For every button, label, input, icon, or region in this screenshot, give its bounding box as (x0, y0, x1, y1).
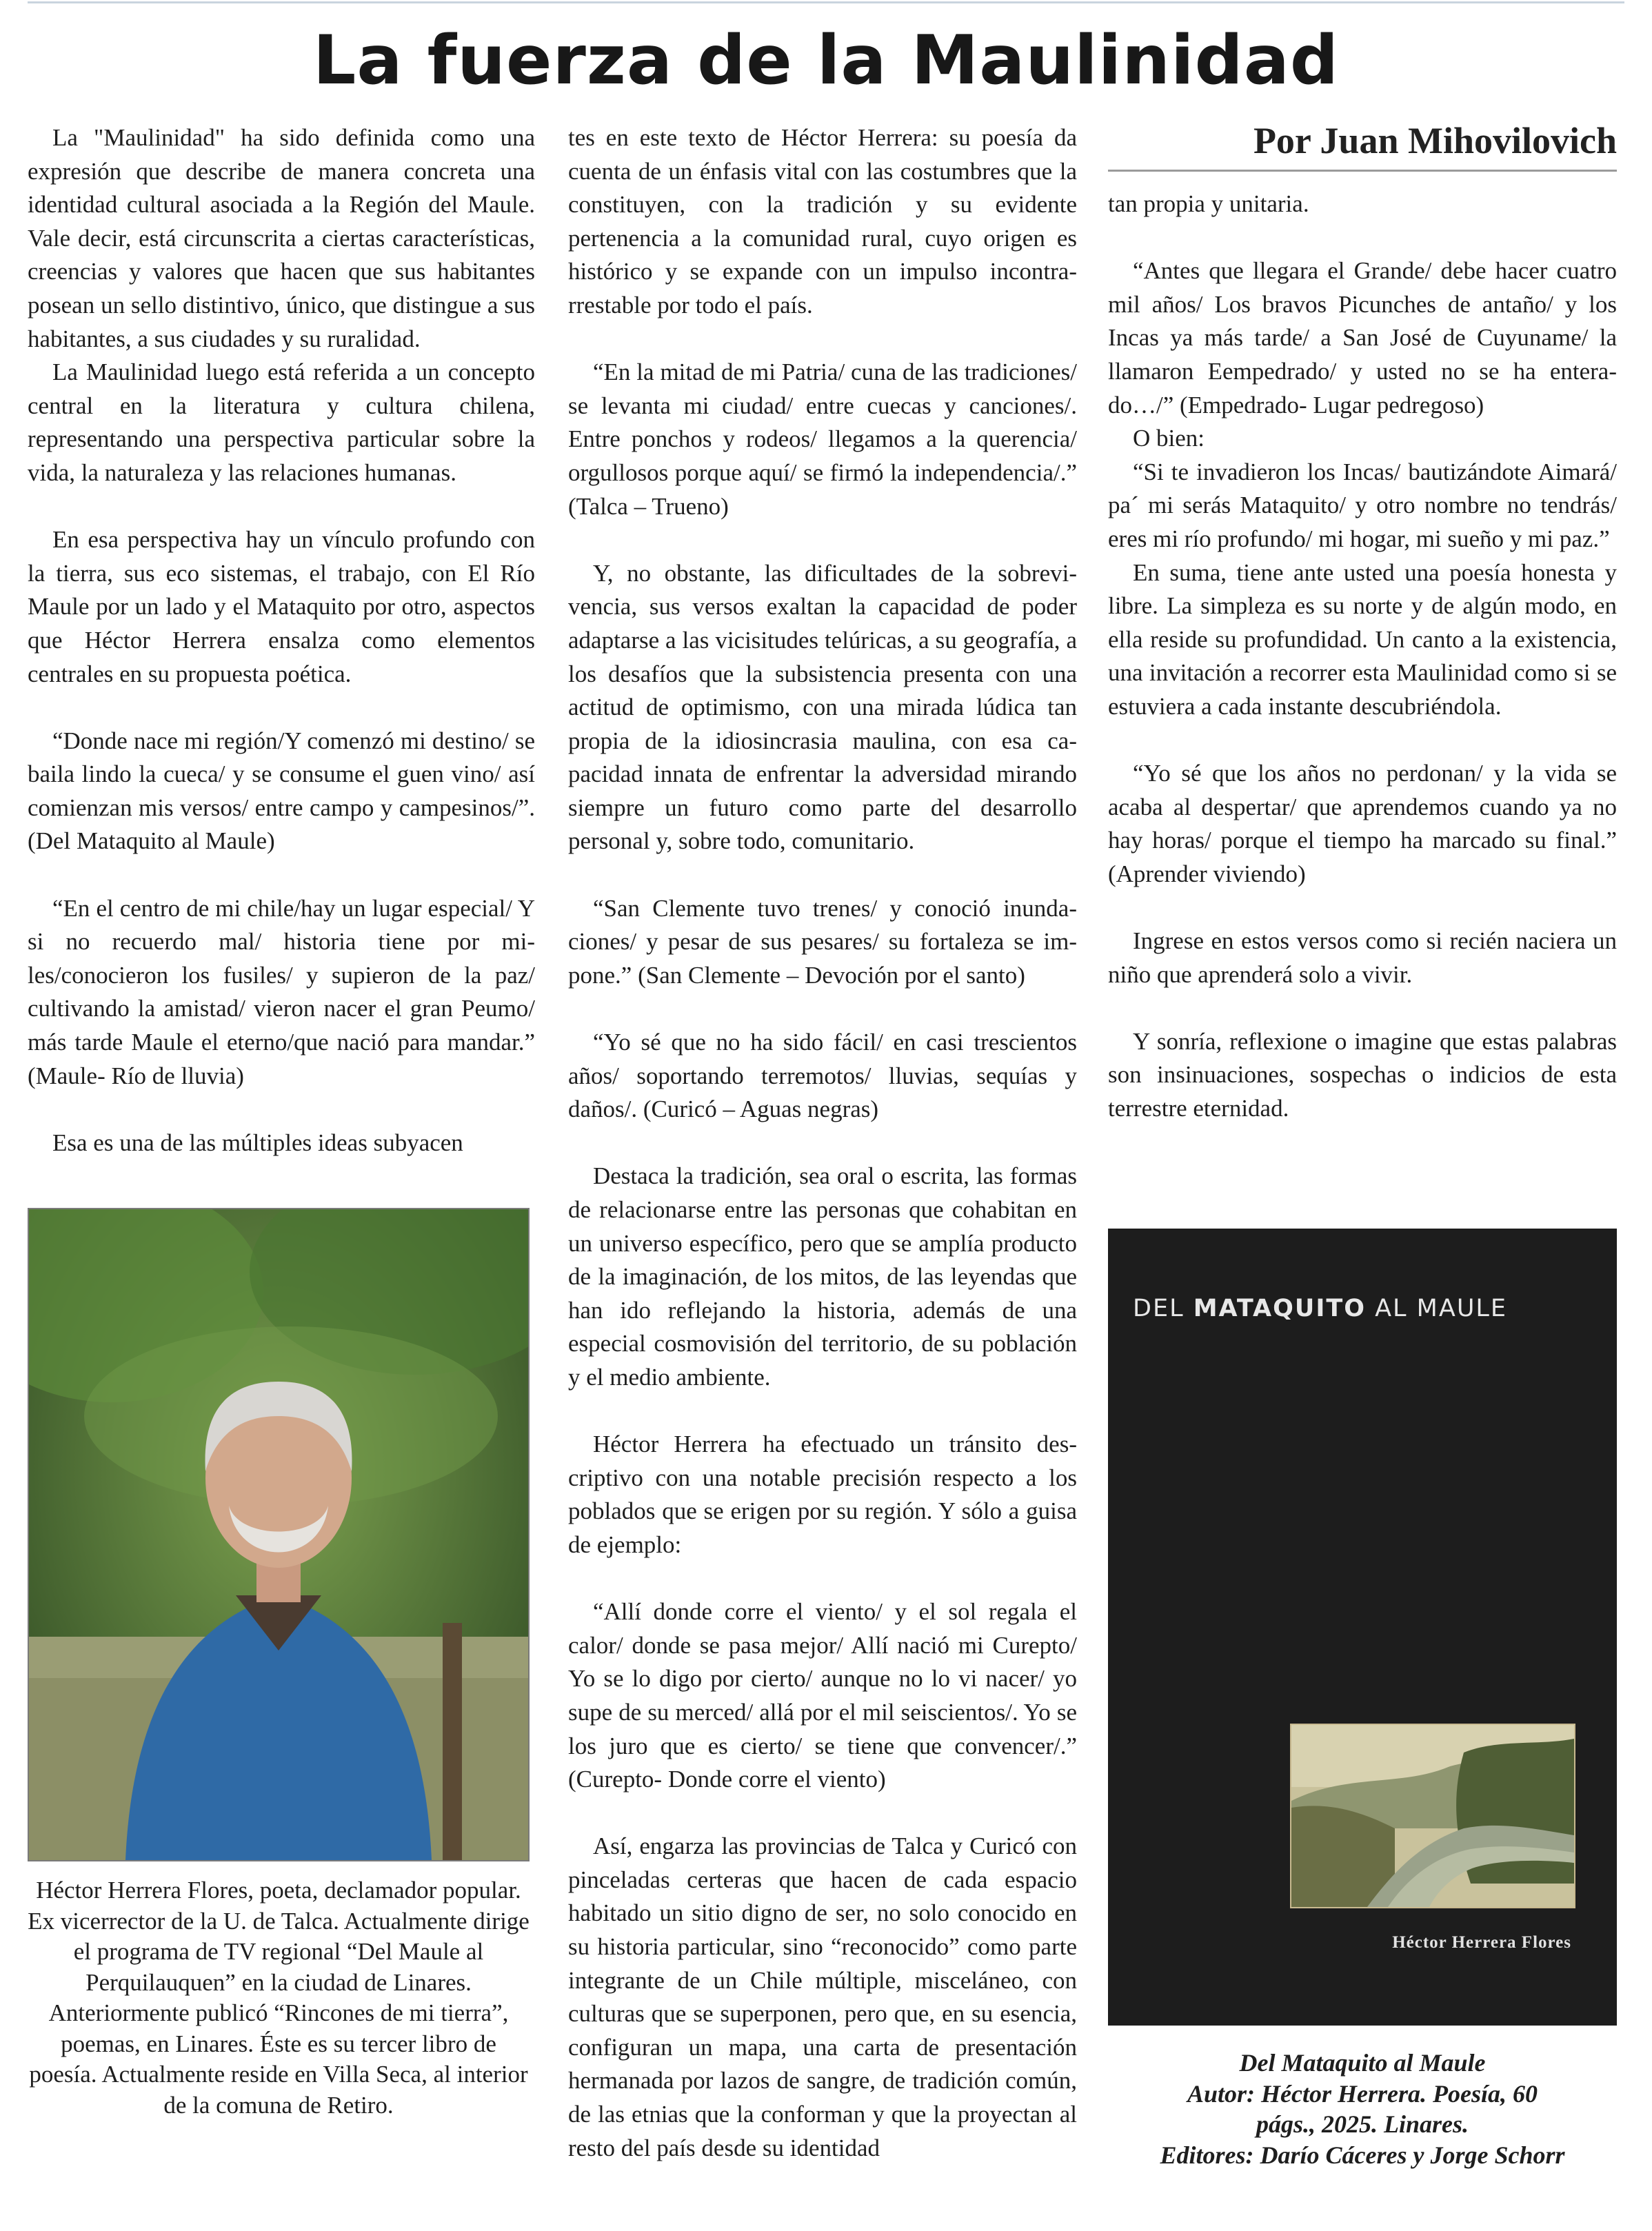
column-3-body (1108, 188, 1617, 1126)
book-caption-details: págs., 2025. Linares. (1256, 2110, 1469, 2138)
verse-quote: “Allí donde corre el viento/ y el sol regala el calor/ donde se pasa mejor/ Allí nació mi Curepto/ Yo se lo digo por cierto/ aunque no lo vi nacer/ yo supe de su merced/ allá por el mil seiscientos/. Yo se los juro que es cierto/ se tiene que convencer/.” (Curepto- Donde corre el viento) (568, 1598, 1077, 1793)
paragraph: La "Maulinidad" ha sido definida como una expresión que describe de manera concreta una identidad cultural asociada a la Región del Maule. Vale decir, está circunscrita a ciertas características, creencias y valores que hacen que sus habitantes posean un sello distintivo, único, que distingue a sus habitantes, a sus ciudades y su ruralidad. (28, 124, 535, 352)
book-title-post: AL MAULE (1365, 1295, 1508, 1322)
verse-quote: “Donde nace mi región/Y comenzó mi destino/ se baila lindo la cueca/ y se consume el guen vino/ así comienzan mis versos/ entre campo y campesinos/”. (Del Mataquito al Maule) (28, 727, 535, 855)
verse-quote: “Yo sé que los años no perdonan/ y la vida se acaba al despertar/ que aprendemos cuando ya no hay horas/ porque el tiempo ha marcado su final.” (Aprender viviendo) (1108, 760, 1617, 887)
photo-caption: Héctor Herrera Flores, poeta, declamador popular. Ex vicerrector de la U. de Talca. Actualmente dirige el programa de TV regional “Del Maule al Perquilauquen” en la ciudad de Linares. Anteriormente publicó “Rincones de mi tierra”, poemas, en Linares. Éste es su tercer libro de poesía. Actualmente reside en Villa Seca, al interior de la comuna de Retiro. (28, 1877, 530, 2119)
paragraph: Esa es una de las múltiples ideas subyacen (52, 1129, 463, 1156)
verse-quote: “Antes que llegara el Grande/ debe hacer cuatro mil años/ Los bravos Picunches de antaño/ y los Incas ya más tarde/ a San José de Cuyuname/ la llamaron Eempedrado/ y usted no se ha enterado…/” (Empedrado- Lugar pedregoso) (1108, 257, 1617, 418)
headline: La fuerza de la Maulinidad (312, 21, 1340, 100)
verse-quote: “En la mitad de mi Patria/ cuna de las tradiciones/ se levanta mi ciudad/ entre cuecas y canciones/. Entre ponchos y rodeos/ llegamos a la querencia/ orgullosos porque aquí/ se firmó la independencia/.” (Talca – Trueno) (568, 359, 1077, 520)
book-caption-author: Autor: Héctor Herrera. Poesía, 60 (1187, 2079, 1538, 2108)
paragraph: O bien: (1133, 425, 1205, 452)
book-title-pre: DEL (1133, 1295, 1193, 1322)
paragraph: En suma, tiene ante usted una poesía honesta y libre. La simpleza es su norte y de algún modo, en ella reside su profundidad. Un canto a la existencia, una invitación a recorrer esta Maulinidad como si se estuviera a cada instante descubriéndola. (1108, 558, 1617, 720)
author-photo (28, 1208, 530, 1861)
book-cover-author: Héctor Herrera Flores (1392, 1933, 1571, 1952)
book-cover-title (1133, 1295, 1507, 1322)
book-cover (1108, 1229, 1617, 2026)
column-1 (28, 121, 535, 1160)
paragraph: En esa perspectiva hay un vínculo profundo con la tierra, sus eco sistemas, el trabajo, con El Río Maule por un lado y el Mataquito por otro, aspectos que Héctor Herrera ensalza como elementos centrales en su propuesta poética. (28, 526, 535, 687)
paragraph: Ingrese en estos versos como si recién naciera un niño que aprenderá solo a vivir. (1108, 927, 1617, 988)
paragraph: Y, no obstante, las dificultades de la sobrevivencia, sus versos exaltan la capacidad de poder adaptarse a las vicisitudes telúricas, a su geografía, a los desafíos que la subsistencia presenta con una actitud de optimismo, con una mirada lúdica tan propia de la idiosincrasia maulina, con esa capacidad innata de enfrentar la adversidad mirando siempre un futuro como parte del desarrollo personal y, sobre todo, comunitario. (568, 559, 1077, 855)
paragraph: Destaca la tradición, sea oral o escrita, las formas de relacionarse entre las personas que cohabitan en un universo específico, pero que se amplía producto de la imaginación, de los mitos, de las leyendas que han ido reflejando la historia, además de una especial cosmovisión del territorio, de su población y el medio ambiente. (568, 1162, 1077, 1391)
verse-quote: “San Clemente tuvo trenes/ y conoció inundaciones/ y pesar de sus pesares/ su fortaleza se impone.” (San Clemente – Devoción por el santo) (568, 894, 1077, 989)
verse-quote: “En el centro de mi chile/hay un lugar especial/ Y si no recuerdo mal/ historia tiene por miles/conocieron los fusiles/ y supieron de la paz/ cultivando la amistad/ vieron nacer el gran Peumo/ más tarde Maule el eterno/que nació para mandar.” (Maule- Río de lluvia) (28, 894, 535, 1089)
verse-quote: “Yo sé que no ha sido fácil/ en casi trescientos años/ soportando terremotos/ lluvias, sequías y daños/. (Curicó – Aguas negras) (568, 1029, 1077, 1123)
paragraph: Y sonría, reflexione o imagine que estas palabras son insinuaciones, sospechas o indicios de esta terrestre eternidad. (1108, 1027, 1617, 1122)
paragraph: tan propia y unitaria. (1108, 190, 1309, 217)
paragraph: La Maulinidad luego está referida a un concepto central en la literatura y cultura chilena, representando una perspectiva particular sobre la vida, la naturaleza y las relaciones humanas. (28, 359, 535, 486)
column-2 (568, 121, 1077, 2165)
paragraph: tes en este texto de Héctor Herrera: su poesía da cuenta de un énfasis vital con las costumbres que la constituyen, con la tradición y su evidente pertenencia a la comunidad rural, cuyo origen es histórico y se expande con un impulso incontrarrestable por todo el país. (568, 124, 1077, 319)
paragraph: Así, engarza las provincias de Talca y Curicó con pinceladas certeras que hacen de cada espacio habitado un sitio digno de ser, no solo conocido en su historia particular, sino “reconocido” como parte integrante de un Chile múltiple, misceláneo, con culturas que se superponen, pero que, en su esencia, configuran un mapa, una carta de presentación hermanada por lazos de sangre, de tradición común, de las etnias que la conforman y que la proyectan al resto del país desde su identidad (568, 1833, 1077, 2161)
book-caption-editors: Editores: Darío Cáceres y Jorge Schorr (1160, 2141, 1565, 2169)
book-title-bold: MATAQUITO (1193, 1295, 1366, 1322)
verse-quote: “Si te invadieron los Incas/ bautizándote Aimará/ pa´ mi serás Mataquito/ y otro nombre no tendrás/ eres mi río profundo/ mi hogar, mi sueño y mi paz.” (1108, 458, 1617, 552)
book-caption-title: Del Mataquito al Maule (1239, 2049, 1486, 2077)
byline: Por Juan Mihovilovich (1108, 114, 1617, 172)
paragraph: Héctor Herrera ha efectuado un tránsito descriptivo con una notable precisión respecto a los poblados que se erigen por su región. Y sólo a guisa de ejemplo: (568, 1431, 1077, 1558)
river-landscape-illustration (1291, 1725, 1574, 1907)
book-cover-landscape (1290, 1724, 1575, 1908)
author-photo-illustration (29, 1209, 528, 1860)
top-rule (28, 1, 1624, 3)
book-caption (1108, 2048, 1617, 2170)
